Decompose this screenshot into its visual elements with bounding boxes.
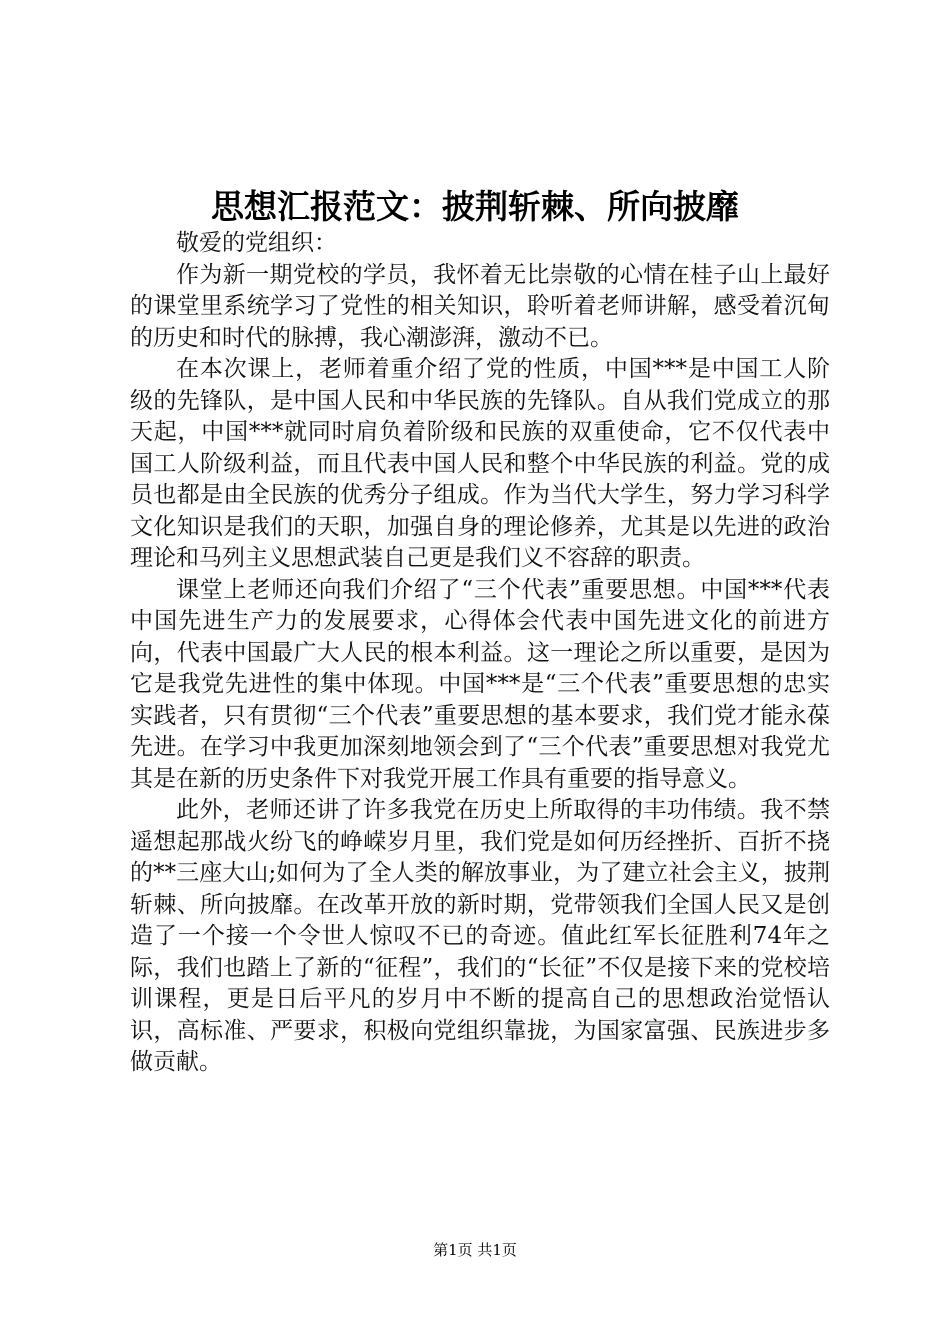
page-number-footer: 第1页 共1页 bbox=[433, 1241, 517, 1259]
salutation: 敬爱的党组织： bbox=[176, 230, 337, 256]
document-title: 思想汇报范文：披荆斩棘、所向披靡 bbox=[211, 187, 739, 226]
paragraph-2: 在本次课上，老师着重介绍了党的性质，中国***是中国工人阶级的先锋队，是中国人民和中华民族的先锋队。自从我们党成立的那天起，中国***就同时肩负着阶级和民族的双重使命，它不仅代表中国工人阶级利益，而且代表中国人民和整个中华民族的利益。党的成员也都是由全民族的优秀分子组成。作为当代大学生，努力学习科学文化知识是我们的天职，加强自身的理论修养，尤其是以先进的政治理论和马列主义思想武装自己更是我们义不容辞的职责。 bbox=[130, 356, 830, 571]
paragraph-4: 此外，老师还讲了许多我党在历史上所取得的丰功伟绩。我不禁遥想起那战火纷飞的峥嵘岁月里，我们党是如何历经挫折、百折不挠的**三座大山;如何为了全人类的解放事业，为了建立社会主义，披荆斩棘、所向披靡。在改革开放的新时期，党带领我们全国人民又是创造了一个接一个令世人惊叹不已的奇迹。值此红军长征胜利74年之际，我们也踏上了新的“征程”，我们的“长征”不仅是接下来的党校培训课程，更是日后平凡的岁月中不断的提高自己的思想政治觉悟认识，高标准、严要求，积极向党组织靠拢，为国家富强、民族进步多做贡献。 bbox=[130, 797, 830, 1075]
document-body bbox=[130, 228, 830, 1079]
paragraph-3: 课堂上老师还向我们介绍了“三个代表”重要思想。中国***代表中国先进生产力的发展要求，心得体会代表中国先进文化的前进方向，代表中国最广大人民的根本利益。这一理论之所以重要，是因为它是我党先进性的集中体现。中国***是“三个代表”重要思想的忠实实践者，只有贯彻“三个代表”重要思想的基本要求，我们党才能永葆先进。在学习中我更加深刻地领会到了“三个代表”重要思想对我党尤其是在新的历史条件下对我党开展工作具有重要的指导意义。 bbox=[130, 576, 830, 792]
paragraph-1: 作为新一期党校的学员，我怀着无比崇敬的心情在桂子山上最好的课堂里系统学习了党性的相关知识，聆听着老师讲解，感受着沉甸的历史和时代的脉搏，我心潮澎湃，激动不已。 bbox=[130, 261, 830, 351]
